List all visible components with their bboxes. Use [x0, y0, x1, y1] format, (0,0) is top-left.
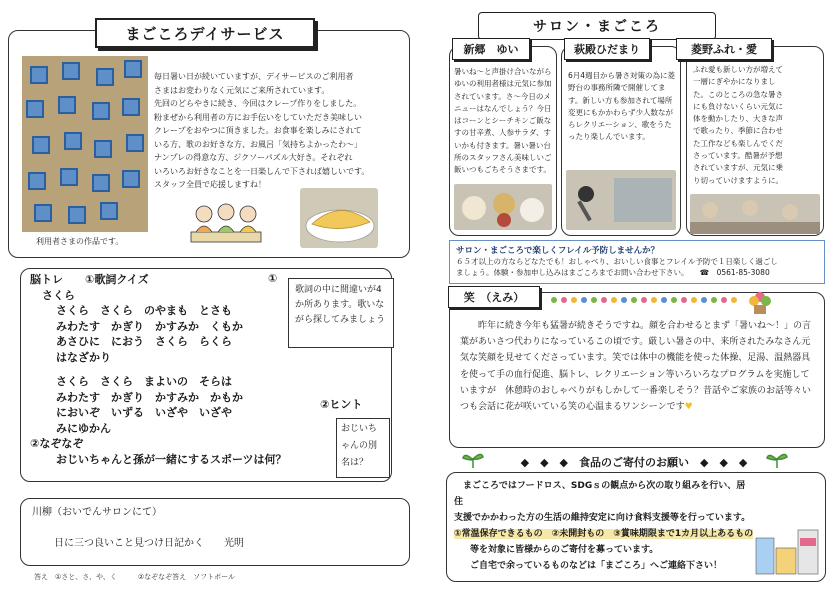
food-text: まごころではフードロス、SDGｓの観点から次の取り組みを行い、居住 支援でかかわった方の生活の維持安定に向け食料支援等を行っています。 ①常温保存できるもの ②未開封もの ③賞味期限まで1カ月以上あるもの 等を対象に皆様からのご寄付を募っています。 ご自宅で余っているものなどは「まごころ」へご連絡下さい！ — [454, 481, 754, 571]
artwork-caption: 利用者さまの作品です。 — [36, 237, 124, 246]
artwork-photo — [22, 56, 148, 232]
hint-box: おじいちゃんの別名は？ — [336, 418, 390, 478]
salon-title: サロン・まごころ — [478, 12, 716, 40]
emi-text: 昨年に続き今年も猛暑が続きそうですね。顔を合わせるとまず「暑いね～！」の言葉があいさつ代わりになっているこの頃です。厳しい暑さの中、来所されたみなさん元気な笑顔を見せてくださっています。笑では体中の機能を使った体操、足湯、温熱器具を使って手の血行促進、脳トレ、レクリエーション等いろいろなプログラムを実施していますが 休憩時のおしゃべりがもしかして一番楽しそう？昔話やご家族のお話等々いつも会話に花が咲いている笑の心温まるワンシーンです♥ — [460, 321, 812, 413]
food-photo — [454, 184, 552, 230]
activity-photo — [690, 194, 820, 234]
food-goods-illustration — [752, 520, 824, 578]
salon-col-shingo-tab: 新郷 ゆい — [452, 38, 530, 60]
salon-col-hadono-tab: 萩殿ひだまり — [564, 38, 650, 60]
brain-training-text: 脳トレ ①歌詞クイズ さくら さくら さくら のやまも とさも みわたす かぎり かすみか くもか あさひに におう さくら らくら はなざかり さくら さくら まよいの そらは みわたす かぎり かすみか かもか においぞ いずる いざや いざや みにゆかん ②なぞなぞ おじいちゃんと孫が一緒にするスポーツは何？ — [30, 273, 287, 466]
karaoke-photo — [566, 170, 676, 230]
crepe-photo — [300, 188, 378, 248]
lyrics-note: 歌詞の中に間違いが4か所あります。歌いながら探してみましょう — [288, 278, 394, 348]
salon-col-hishino-text: ふれ愛も新しい方が増えて一層にぎやかになりました。このところの急な暑さにも負けないくらい元気に体を動かしたり、大きな声で歌ったり、季節に合わせた工作なども楽しんでくださっています。酷暑が予想されていますが、元気に乗り切っていけますように。 — [693, 65, 783, 185]
phone-number: ☎ 0561-85-3080 — [699, 268, 770, 277]
food-title: ◆ ◆ ◆ 食品のご寄付のお願い ◆ ◆ ◆ — [520, 456, 748, 469]
frail-line2-row: ましょう。体験・参加申し込みはまごころまでお問い合わせ下さい。 ☎ 0561-85-3080 — [456, 268, 770, 277]
salon-col-hadono-text: 6月4週目から暑さ対策の為に菱野台の事務所隣で開催してます。新しい方も参加されて場所変更にもかかわらず少人数ながらレクリエーション、歌をうたったり楽しんでいます。 — [568, 71, 676, 142]
salon-col-shingo-text: 暑いね～と声掛け合いながらゆいの利用者様は元気に参加されています。さ～今日のメニューはなんでしょう？今日はコーンとシーチキンご飯なすの甘辛煮、人参サラダ、すいかも付きます。暑い暑い台所のスタッフさん美味しいご飯いつもごちそうさまです。 — [454, 67, 552, 175]
question-number: ① — [268, 272, 278, 285]
frail-title: サロン・まごころで楽しくフレイル予防しませんか？ — [456, 246, 660, 256]
senryu-title: 川柳（おいでんサロンにて） — [32, 507, 162, 518]
bunting-decoration — [548, 294, 738, 308]
hint-label: ②ヒント — [320, 398, 363, 411]
flower-icon — [746, 288, 774, 316]
senryu-text: 日に三つ良いこと見つけ日記かく 光明 — [54, 538, 244, 549]
frail-line1: ６５才以上の方ならどなたでも！おしゃべり、おいしい食事とフレイル予防で１日楽しく過ごし — [456, 257, 778, 266]
answers-footer: 答え ①さと、さ、や、く ②なぞなぞ答え ソフトボール — [34, 573, 235, 581]
frail-box — [449, 240, 825, 284]
heart-icon: ♥ — [684, 402, 693, 413]
dayservice-text: 毎日暑い日が続いていますが、デイサービスのご利用者 さまはお変わりなく元気にご来所されています。 先回のどらやきに続き、今回はクレープ作りをしました。 粉まぜから利用者の方にお手伝いをしていただき美味しい クレープをおやつに頂きました。お食事を楽しみにされて いる方、歌のお好きな方、お風呂「気持ちよかったわ～」 ナンプレの得意な方、ジクソーパズル大好き。それぞれ いろいろお好きなことを一日楽しんで下されば嬉しいです。 スタッフ全員で応援しますね！ — [154, 72, 370, 189]
emi-tab: 笑 （えみ） — [448, 286, 540, 308]
people-illustration — [186, 198, 266, 248]
salon-col-hishino-tab: 菱野ふれ・愛 — [676, 38, 772, 60]
dayservice-title: まごころデイサービス — [95, 18, 315, 48]
